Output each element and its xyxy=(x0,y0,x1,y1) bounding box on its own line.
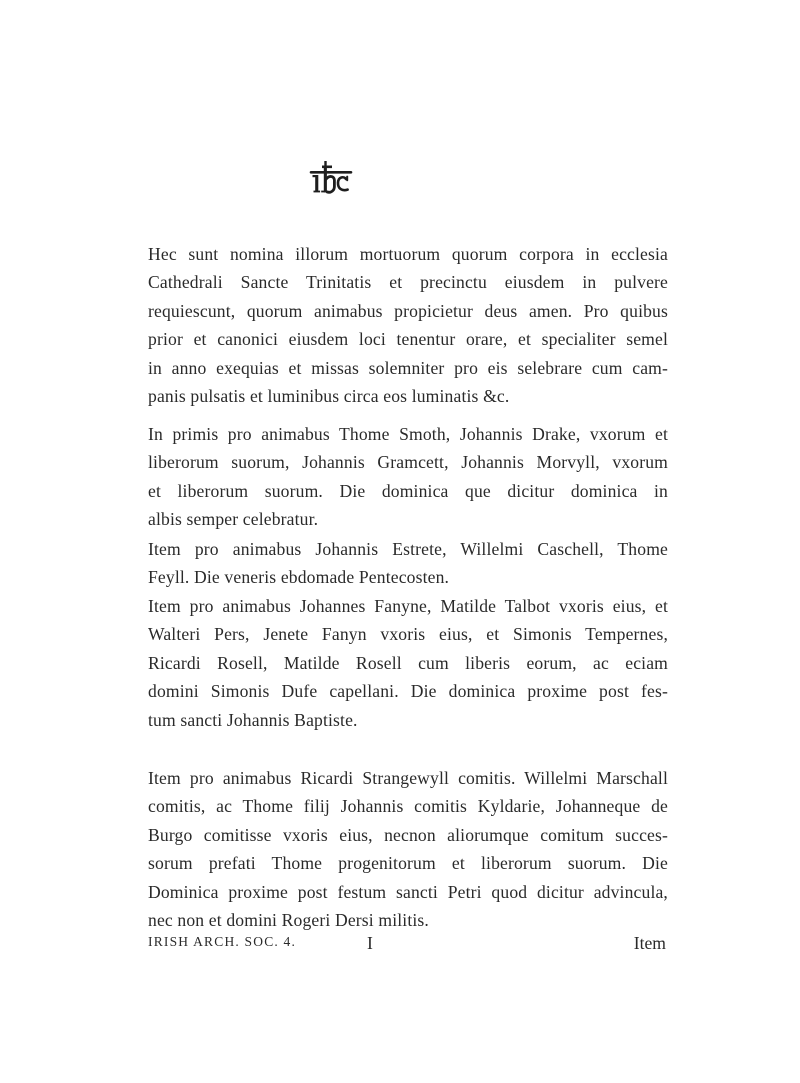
text-line: Item pro animabus Ricardi Strangewyll comitis. Willelmi Marschall xyxy=(148,768,668,788)
text-line: panis pulsatis et luminibus circa eos luminatis &c. xyxy=(148,386,510,407)
text-line: Item pro animabus Johannes Fanyne, Matilde Talbot vxoris eius, et xyxy=(148,596,668,616)
text-line: Walteri Pers, Jenete Fanyn vxoris eius, et Simonis Tempernes, xyxy=(148,624,668,645)
text-line: domini Simonis Dufe capellani. Die dominica proxime post fes- xyxy=(148,681,668,702)
text-line: Item pro animabus Johannis Estrete, Willelmi Caschell, Thome xyxy=(148,539,668,559)
text-line: In primis pro animabus Thome Smoth, Johannis Drake, vxorum et xyxy=(148,424,668,444)
text-line: Feyll. Die veneris ebdomade Pentecosten. xyxy=(148,567,450,588)
text-line: nec non et domini Rogeri Dersi militis. xyxy=(148,910,429,931)
paragraph xyxy=(148,240,668,410)
text-line: albis semper celebratur. xyxy=(148,509,319,530)
text-line: comitis, ac Thome filij Johannis comitis Kyldarie, Johanneque de xyxy=(148,796,668,817)
text-line: Dominica proxime post festum sancti Petri quod dicitur advincula, xyxy=(148,881,668,902)
sheet-number: I xyxy=(367,933,373,953)
text-line: Burgo comitisse vxoris eius, necnon aliorumque comitum succes- xyxy=(148,824,668,845)
text-line: in anno exequias et missas solemniter pro eis selebrare cum cam- xyxy=(148,357,668,378)
signature-mark: IRISH ARCH. SOC. 4. xyxy=(148,934,297,949)
text-line: Ricardi Rosell, Matilde Rosell cum liberis eorum, ac eciam xyxy=(148,652,668,673)
text-line: prior et canonici eiusdem loci tenentur orare, et specialiter semel xyxy=(148,329,668,350)
paragraph xyxy=(148,592,668,734)
text-line: Hec sunt nomina illorum mortuorum quorum corpora in ecclesia xyxy=(148,244,668,264)
text-line: liberorum suorum, Johannis Gramcett, Johannis Morvyll, vxorum xyxy=(148,452,668,473)
text-line: sorum prefati Thome progenitorum et liberorum suorum. Die xyxy=(148,853,668,874)
ihc-monogram-icon xyxy=(309,160,353,196)
text-line: tum sancti Johannis Baptiste. xyxy=(148,709,358,730)
text-line: Cathedrali Sancte Trinitatis et precinctu eiusdem in pulvere xyxy=(148,272,668,293)
paragraph xyxy=(148,764,668,934)
page-footer xyxy=(148,933,668,955)
document-page xyxy=(148,0,668,1083)
catchword: Item xyxy=(633,933,666,953)
text-line: requiescunt, quorum animabus propicietur deus amen. Pro quibus xyxy=(148,300,668,321)
paragraph xyxy=(148,535,668,592)
text-line: et liberorum suorum. Die dominica que dicitur dominica in xyxy=(148,480,668,501)
paragraph xyxy=(148,420,668,534)
